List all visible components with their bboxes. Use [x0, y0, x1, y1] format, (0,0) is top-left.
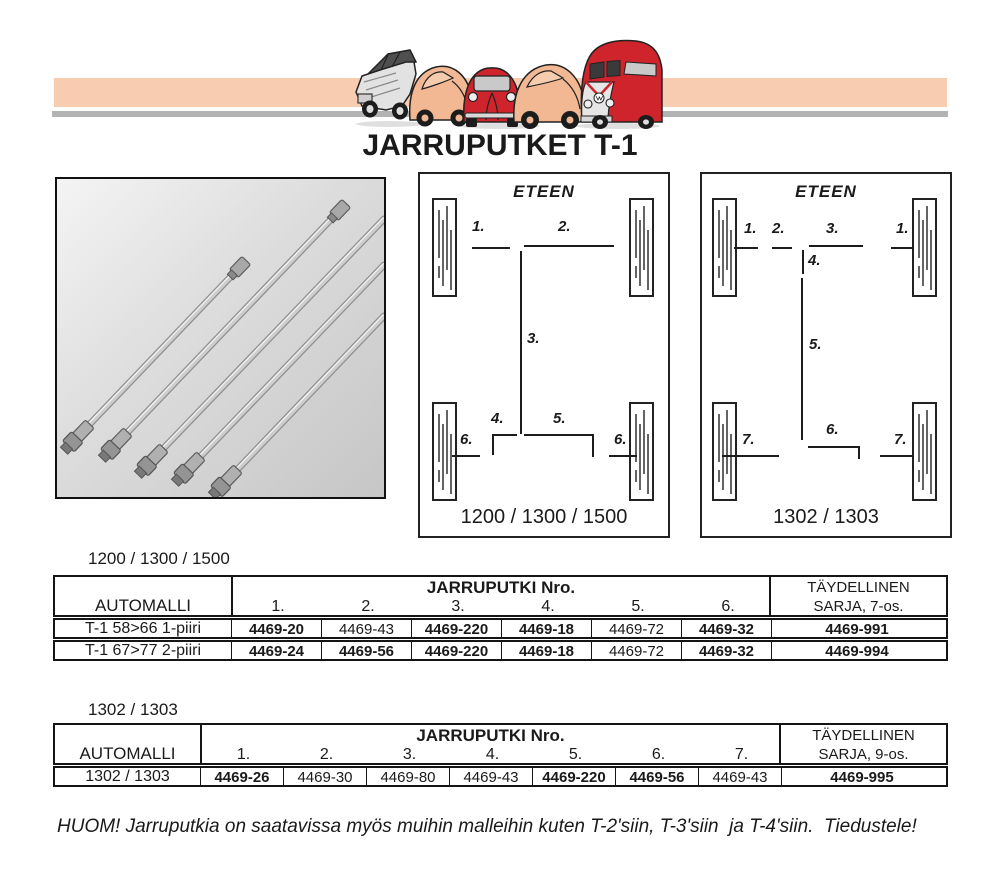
series-column-header [781, 725, 946, 765]
column-number-headers [233, 598, 769, 617]
part-number-cell: 4469-20 [231, 620, 321, 638]
table-caption-1200: 1200 / 1300 / 1500 [88, 549, 230, 568]
group-header-cell [231, 577, 771, 617]
part-number-cell: 4469-43 [321, 620, 411, 638]
pipe-line [809, 245, 863, 247]
pipe-label: 3. [527, 330, 540, 347]
pipe-line [492, 434, 494, 455]
part-number-cell: 4469-220 [411, 642, 501, 660]
car-bus-icon [581, 41, 662, 130]
parts-table-1302 [53, 723, 948, 787]
part-number-cell: 4469-56 [321, 642, 411, 660]
column-number-headers [202, 746, 779, 765]
brake-pipes-photo [55, 177, 386, 499]
model-cell: 1302 / 1303 [85, 768, 170, 785]
pipe-line [722, 455, 779, 457]
pipe-label: 2. [558, 218, 571, 235]
series-number-cell: 4469-991 [771, 620, 942, 638]
column-header-2: 2. [319, 746, 334, 763]
wheel-icon [912, 402, 937, 501]
column-header-automalli: AUTOMALLI [94, 596, 192, 615]
part-number-cell: 4469-26 [200, 768, 283, 786]
pipe-line [891, 247, 914, 249]
pipe-label: 1. [472, 218, 485, 235]
series-header-line1: TÄYDELLINEN [812, 727, 915, 744]
pipe-label: 1. [896, 220, 909, 237]
pipe-line [734, 247, 758, 249]
part-number-cell: 4469-18 [501, 620, 591, 638]
wheel-icon [629, 198, 654, 297]
pipe-line [808, 446, 860, 448]
pipe-label: 4. [491, 410, 504, 427]
car-thing-icon [356, 50, 416, 120]
column-header-6: 6. [721, 598, 735, 615]
wheel-icon [629, 402, 654, 501]
part-number-cell: 4469-220 [532, 768, 615, 786]
pipe-line [801, 278, 803, 440]
wheel-icon [432, 402, 457, 501]
diagram-front-1200-1300-1500 [418, 172, 670, 538]
part-number-cell: 4469-72 [591, 642, 681, 660]
pipe-label: 7. [894, 431, 907, 448]
pipe-line [880, 455, 913, 457]
table-header [53, 575, 948, 617]
column-header-3: 3. [451, 598, 465, 615]
diagram-heading: ETEEN [513, 182, 575, 201]
pipe-label: 5. [553, 410, 566, 427]
diagram-front-1302-1303 [700, 172, 952, 538]
car-beetle-peach-2-icon [514, 65, 584, 129]
pipe-line [524, 434, 594, 436]
pipe-line [772, 247, 792, 249]
series-column-header [771, 577, 946, 617]
pipe-line [472, 247, 510, 249]
parts-table-1200 [53, 575, 948, 661]
table-caption-1302: 1302 / 1303 [88, 700, 178, 719]
wheel-icon [912, 198, 937, 297]
column-header-4: 4. [541, 598, 555, 615]
group-header: JARRUPUTKI Nro. [426, 578, 576, 597]
column-header-5: 5. [568, 746, 583, 763]
table-row [53, 640, 948, 661]
pipe-line [592, 434, 594, 457]
column-header-automalli: AUTOMALLI [79, 744, 176, 763]
pipe-line [492, 434, 517, 436]
part-number-cell: 4469-56 [615, 768, 698, 786]
pipe-label: 6. [826, 421, 839, 438]
pipe-label: 2. [772, 220, 785, 237]
group-header: JARRUPUTKI Nro. [416, 726, 565, 745]
column-header-1: 1. [271, 598, 285, 615]
column-header-7: 7. [734, 746, 749, 763]
pipe-label: 6. [614, 431, 627, 448]
column-header-6: 6. [651, 746, 666, 763]
footnote-text: HUOM! Jarruputkia on saatavissa myös muihin malleihin kuten T-2'siin, T-3'siin ja T-4'siin. Tiedustele! [57, 816, 917, 837]
pipe-label: 6. [460, 431, 473, 448]
part-number-cell: 4469-43 [449, 768, 532, 786]
model-cell: T-1 67>77 2-piiri [84, 642, 202, 659]
part-number-cell: 4469-32 [681, 620, 771, 638]
column-header-5: 5. [631, 598, 645, 615]
model-cell: T-1 58>66 1-piiri [84, 620, 202, 637]
part-number-cell: 4469-80 [366, 768, 449, 786]
group-header-cell [200, 725, 781, 765]
table-row [53, 618, 948, 639]
series-header-line2: SARJA, 7-os. [813, 598, 904, 615]
diagram-caption: 1200 / 1300 / 1500 [460, 506, 628, 528]
series-number-cell: 4469-995 [781, 768, 942, 786]
pipe-line [524, 245, 614, 247]
pipe-label: 7. [742, 431, 755, 448]
pipe-label: 1. [744, 220, 757, 237]
column-header-4: 4. [485, 746, 500, 763]
brake-pipes-photo-image [57, 179, 384, 497]
part-number-cell: 4469-43 [698, 768, 781, 786]
vw-cars-icon [350, 36, 664, 130]
table-row [53, 766, 948, 787]
pipe-line [802, 250, 804, 274]
pipe-line [609, 455, 637, 457]
pipe-line [520, 251, 522, 434]
pipe-label: 5. [809, 336, 822, 353]
part-number-cell: 4469-72 [591, 620, 681, 638]
pipe-label: 3. [826, 220, 839, 237]
wheel-icon [712, 402, 737, 501]
series-number-cell: 4469-994 [771, 642, 942, 660]
series-header-line2: SARJA, 9-os. [818, 746, 909, 763]
part-number-cell: 4469-32 [681, 642, 771, 660]
part-number-cell: 4469-30 [283, 768, 366, 786]
part-number-cell: 4469-18 [501, 642, 591, 660]
wheel-icon [432, 198, 457, 297]
column-header-1: 1. [236, 746, 251, 763]
page-title: JARRUPUTKET T-1 [362, 129, 638, 162]
table-header [53, 723, 948, 765]
pipe-line [452, 455, 480, 457]
pipe-line [858, 446, 860, 459]
part-number-cell: 4469-24 [231, 642, 321, 660]
column-header-3: 3. [402, 746, 417, 763]
diagram-caption: 1302 / 1303 [773, 506, 879, 528]
part-number-cell: 4469-220 [411, 620, 501, 638]
series-header-line1: TÄYDELLINEN [807, 579, 910, 596]
car-beetle-red-icon [464, 68, 521, 127]
pipe-label: 4. [808, 252, 821, 269]
diagram-heading: ETEEN [795, 182, 857, 201]
column-header-2: 2. [361, 598, 375, 615]
